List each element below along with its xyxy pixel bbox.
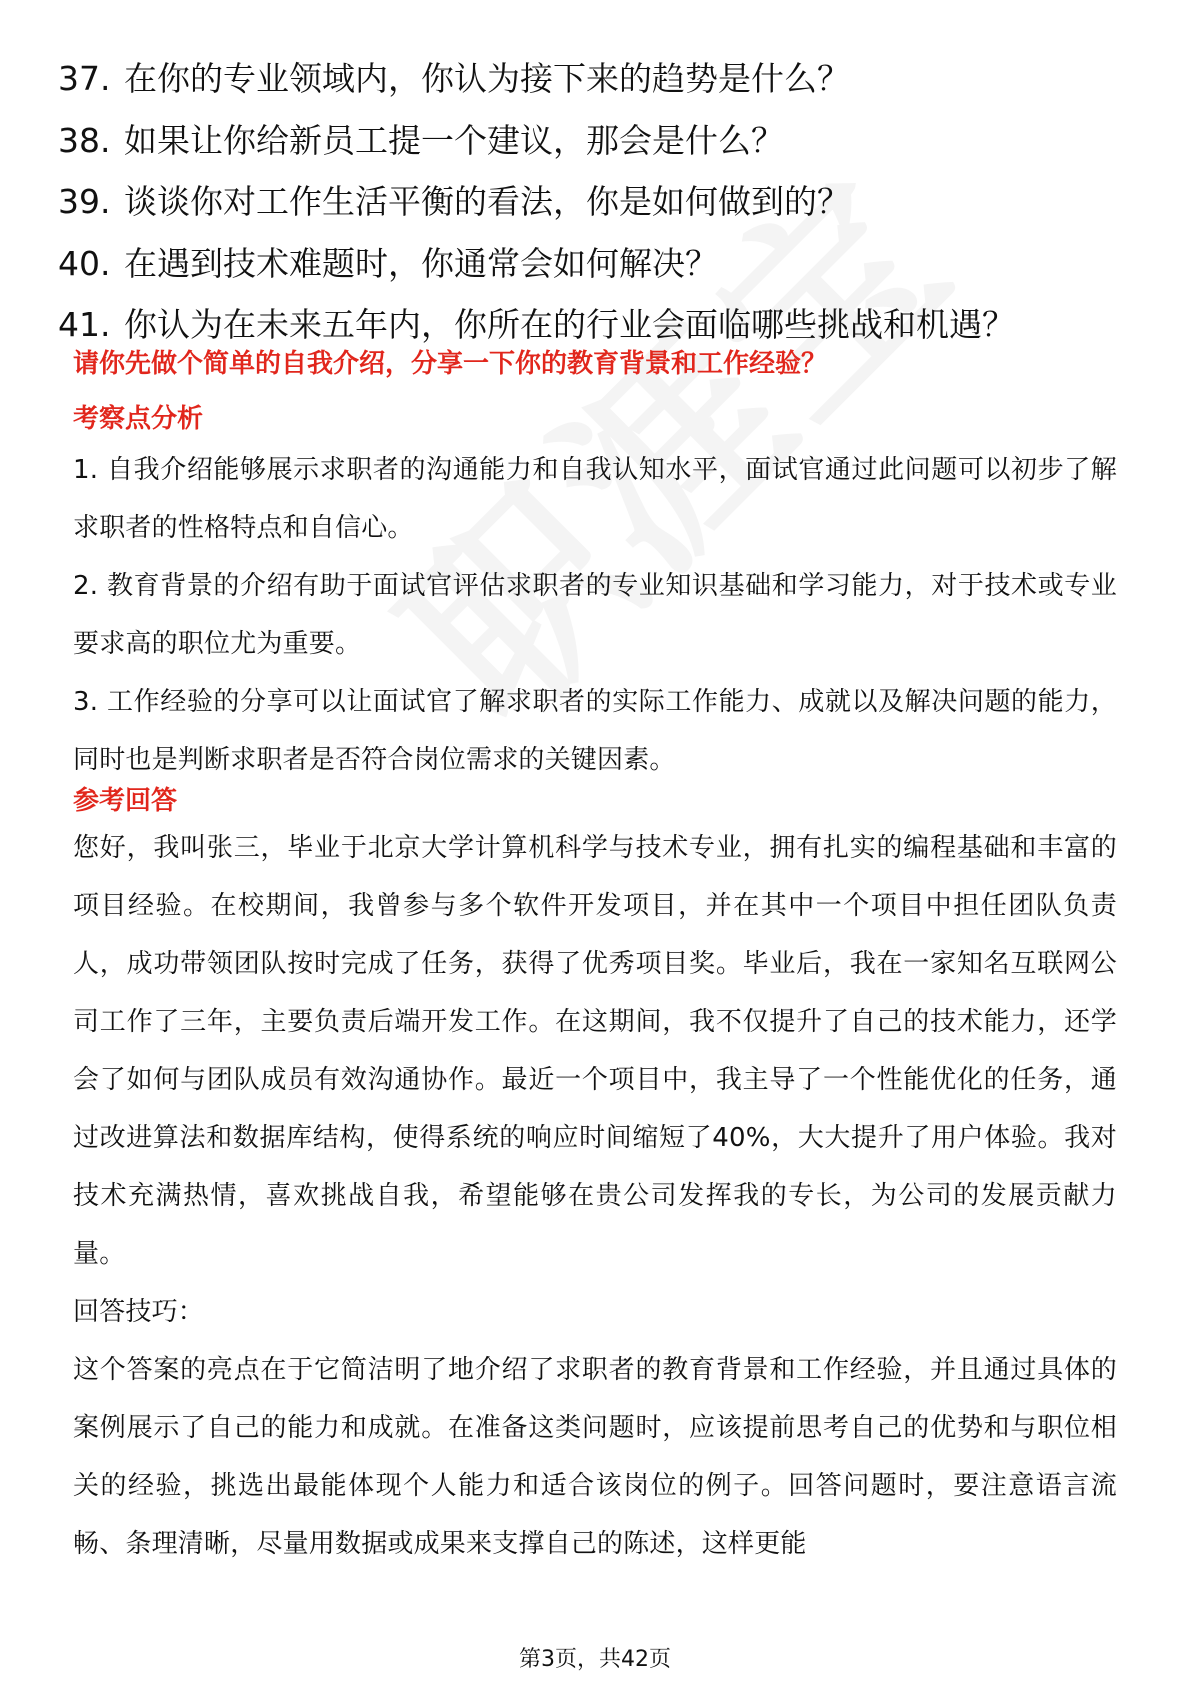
question-text: 你认为在未来五年内，你所在的行业会面临哪些挑战和机遇？ — [124, 305, 1015, 344]
analysis-section — [73, 441, 1117, 789]
reference-heading: 参考回答 — [73, 786, 178, 816]
question-text: 在你的专业领域内，你认为接下来的趋势是什么？ — [124, 59, 850, 98]
question-item — [58, 171, 1138, 233]
main-question-block — [73, 349, 1117, 379]
question-item — [58, 294, 1138, 356]
question-number: 40. — [58, 243, 111, 283]
analysis-point: 3. 工作经验的分享可以让面试官了解求职者的实际工作能力、成就以及解决问题的能力，同时也是判断求职者是否符合岗位需求的关键因素。 — [73, 687, 1117, 775]
question-item — [58, 110, 1138, 172]
question-list — [58, 48, 1138, 356]
tips-text: 这个答案的亮点在于它简洁明了地介绍了求职者的教育背景和工作经验，并且通过具体的案例展示了自己的能力和成就。在准备这类问题时，应该提前思考自己的优势和与职位相关的经验，挑选出最能体现个人能力和适合该岗位的例子。回答问题时，要注意语言流畅、条理清晰，尽量用数据或成果来支撑自己的陈述，这样更能 — [73, 1355, 1117, 1559]
question-number: 41. — [58, 305, 111, 344]
tips-label: 回答技巧： — [73, 1297, 205, 1327]
question-text: 谈谈你对工作生活平衡的看法，你是如何做到的？ — [124, 182, 850, 221]
question-number: 38. — [58, 120, 111, 160]
reference-section — [73, 819, 1117, 1573]
analysis-heading: 考察点分析 — [73, 404, 204, 434]
question-number: 39. — [58, 182, 111, 221]
question-item — [58, 48, 1138, 110]
reference-answer: 您好，我叫张三，毕业于北京大学计算机科学与技术专业，拥有扎实的编程基础和丰富的项目经验。在校期间，我曾参与多个软件开发项目，并在其中一个项目中担任团队负责人，成功带领团队按时完成了任务，获得了优秀项目奖。毕业后，我在一家知名互联网公司工作了三年，主要负责后端开发工作。在这期间，我不仅提升了自己的技术能力，还学会了如何与团队成员有效沟通协作。最近一个项目中，我主导了一个性能优化的任务，通过改进算法和数据库结构，使得系统的响应时间缩短了40%，大大提升了用户体验。我对技术充满热情，喜欢挑战自我，希望能够在贵公司发挥我的专长，为公司的发展贡献力量。 — [73, 833, 1117, 1269]
analysis-point: 2. 教育背景的介绍有助于面试官评估求职者的专业知识基础和学习能力，对于技术或专业要求高的职位尤为重要。 — [73, 571, 1117, 659]
question-number: 37. — [58, 59, 111, 98]
reference-heading-block — [73, 786, 1117, 816]
question-text: 如果让你给新员工提一个建议，那会是什么？ — [124, 120, 784, 160]
page-footer: 第3页，共42页 — [519, 1647, 671, 1672]
analysis-heading-block — [73, 404, 1117, 434]
question-item — [58, 233, 1138, 295]
main-question: 请你先做个简单的自我介绍，分享一下你的教育背景和工作经验？ — [73, 349, 828, 379]
question-text: 在遇到技术难题时，你通常会如何解决？ — [124, 243, 718, 283]
analysis-point: 1. 自我介绍能够展示求职者的沟通能力和自我认知水平，面试官通过此问题可以初步了解求职者的性格特点和自信心。 — [73, 455, 1117, 543]
